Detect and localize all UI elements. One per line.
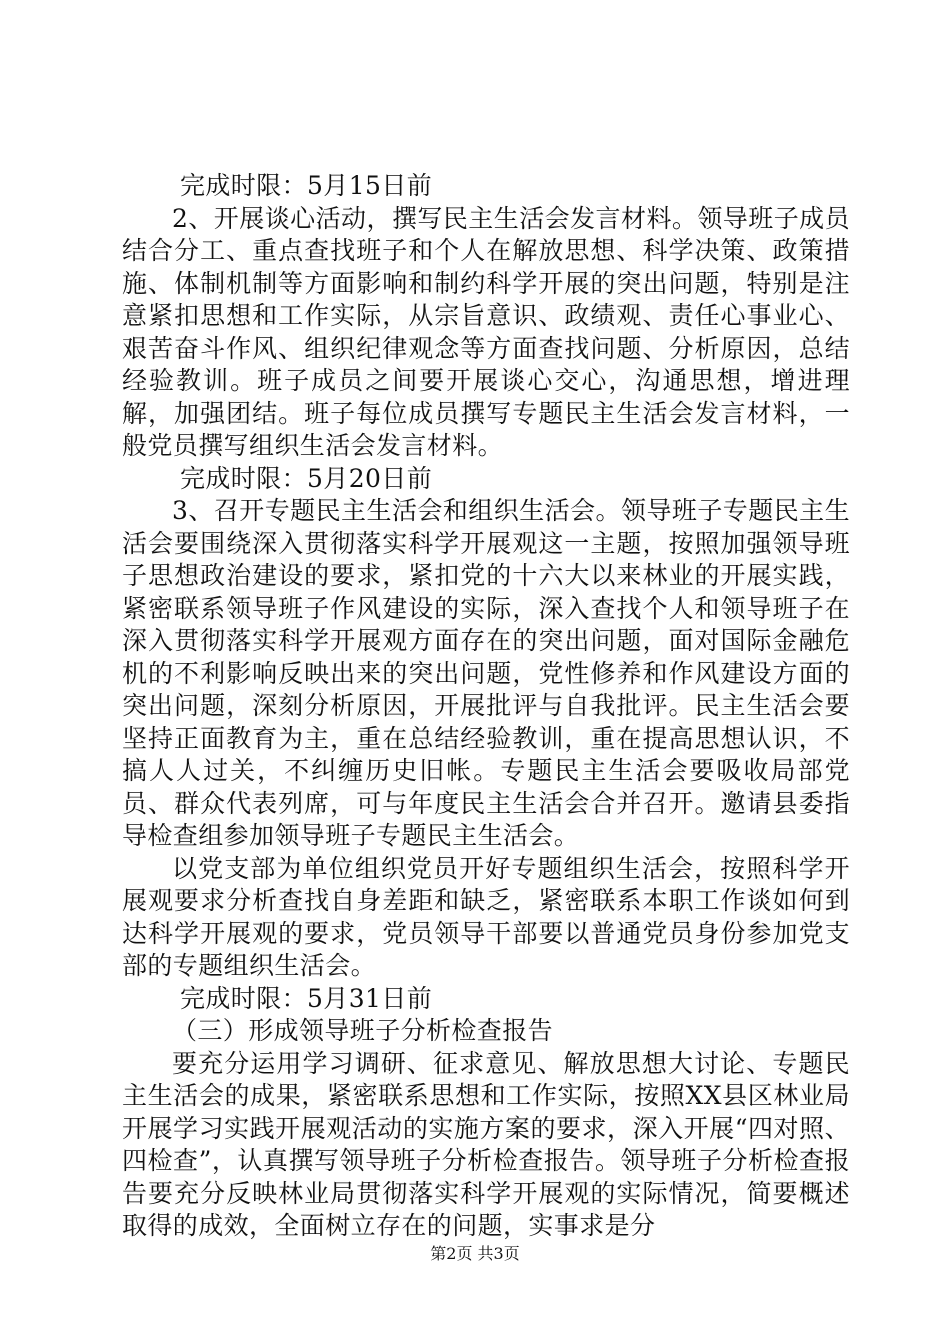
body-paragraph-talk-activity: 2、开展谈心活动，撰写民主生活会发言材料。领导班子成员结合分工、重点查找班子和个人在解放思想、科学决策、政策措施、体制机制等方面影响和制约科学开展的突出问题，特别是注意紧扣思想和工作实际，从宗旨意识、政绩观、责任心事业心、艰苦奋斗作风、组织纪律观念等方面查找问题、分析原因，总结经验教训。班子成员之间要开展谈心交心，沟通思想，增进理解，加强团结。班子每位成员撰写专题民主生活会发言材料，一般党员撰写组织生活会发言材料。 <box>122 203 850 460</box>
document-body <box>122 170 850 1243</box>
body-paragraph-life-meeting: 3、召开专题民主生活会和组织生活会。领导班子专题民主生活会要围绕深入贯彻落实科学开展观这一主题，按照加强领导班子思想政治建设的要求，紧扣党的十六大以来林业的开展实践，紧密联系领导班子作风建设的实际，深入查找个人和领导班子在深入贯彻落实科学开展观方面存在的突出问题，面对国际金融危机的不利影响反映出来的突出问题，党性修养和作风建设方面的突出问题，深刻分析原因，开展批评与自我批评。民主生活会要坚持正面教育为主，重在总结经验教训，重在提高思想认识，不搞人人过关，不纠缠历史旧帐。专题民主生活会要吸收局部党员、群众代表列席，可与年度民主生活会合并召开。邀请县委指导检查组参加领导班子专题民主生活会。 <box>122 496 850 850</box>
deadline-paragraph-2: 完成时限：5月20日前 <box>180 463 433 493</box>
deadline-paragraph-3: 完成时限：5月31日前 <box>180 983 433 1013</box>
deadline-paragraph-1: 完成时限：5月15日前 <box>180 171 433 200</box>
body-paragraph-report: 要充分运用学习调研、征求意见、解放思想大讨论、专题民主生活会的成果，紧密联系思想和工作实际，按照XX县区林业局开展学习实践开展观活动的实施方案的要求，深入开展“四对照、四检查”，认真撰写领导班子分析检查报告。领导班子分析检查报告要充分反映林业局贯彻落实科学开展观的实际情况，简要概述取得的成效，全面树立存在的问题，实事求是分 <box>122 1048 850 1240</box>
page-footer: 第2页 共3页 <box>430 1244 520 1263</box>
section-heading-report: （三）形成领导班子分析检查报告 <box>172 1016 554 1045</box>
body-paragraph-party-branch: 以党支部为单位组织党员开好专题组织生活会，按照科学开展观要求分析查找自身差距和缺乏，紧密联系本职工作谈如何到达科学开展观的要求，党员领导干部要以普通党员身份参加党支部的专题组织生活会。 <box>122 853 850 980</box>
